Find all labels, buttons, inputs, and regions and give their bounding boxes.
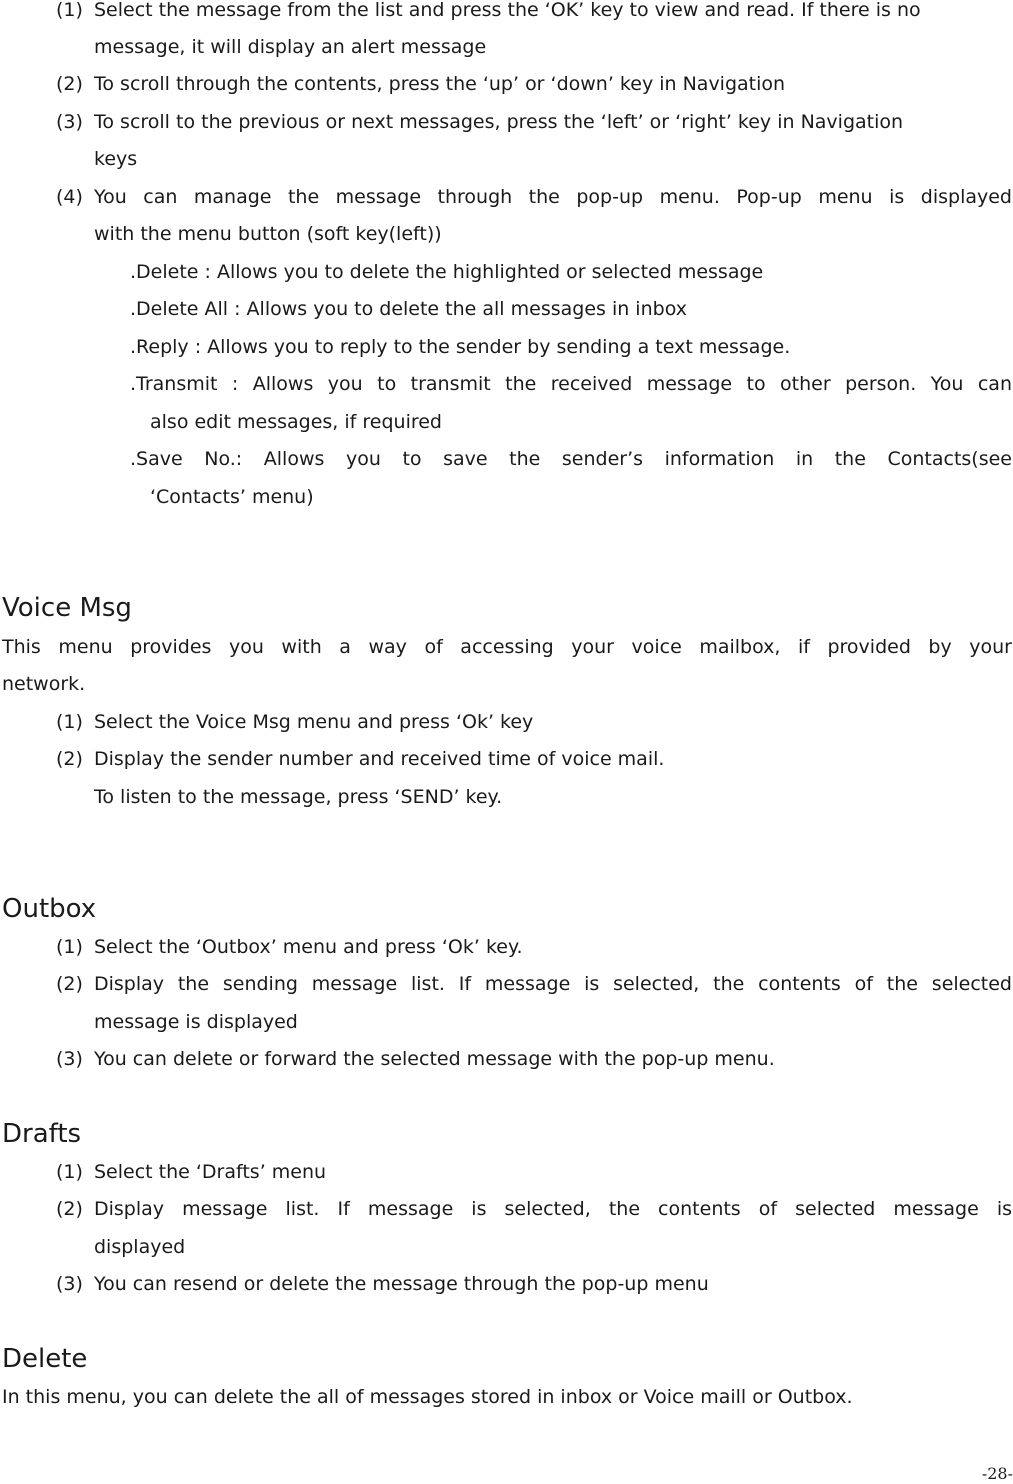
step-number: (1) bbox=[56, 936, 83, 958]
page-number: -28- bbox=[981, 1464, 1013, 1483]
step-number: (3) bbox=[56, 1273, 83, 1295]
section-text: In this menu, you can delete the all of messages stored in inbox or Voice maill or Outbox. bbox=[2, 1386, 853, 1408]
step-text: Select the ‘Outbox’ menu and press ‘Ok’ key. bbox=[94, 936, 523, 958]
step-text-continued: To listen to the message, press ‘SEND’ key. bbox=[94, 786, 503, 808]
step-number: (2) bbox=[56, 1198, 83, 1220]
section-intro-continued: network. bbox=[2, 673, 86, 695]
step-number: (1) bbox=[56, 1161, 83, 1183]
step-number: (3) bbox=[56, 1048, 83, 1070]
step-text-continued: with the menu button (soft key(left)) bbox=[94, 223, 442, 245]
section-heading: Voice Msg bbox=[2, 593, 132, 623]
section-heading: Outbox bbox=[2, 894, 97, 924]
popup-option-text: .Delete : Allows you to delete the highlighted or selected message bbox=[130, 261, 764, 283]
popup-option-text: .Reply : Allows you to reply to the sender by sending a text message. bbox=[130, 336, 791, 358]
section-heading: Delete bbox=[2, 1344, 88, 1374]
popup-option-text-continued: ‘Contacts’ menu) bbox=[150, 486, 314, 508]
popup-option-text: .Save No.: Allows you to save the sender’s information in the Contacts(see bbox=[130, 448, 1012, 470]
step-text-continued: message, it will display an alert message bbox=[94, 36, 487, 58]
step-number: (2) bbox=[56, 73, 83, 95]
step-text: Display message list. If message is selected, the contents of selected message is bbox=[94, 1198, 1012, 1220]
step-text: Select the ‘Drafts’ menu bbox=[94, 1161, 327, 1183]
step-text: You can delete or forward the selected message with the pop-up menu. bbox=[94, 1048, 775, 1070]
step-number: (4) bbox=[56, 186, 83, 208]
section-heading: Drafts bbox=[2, 1119, 82, 1149]
popup-option-text: .Transmit : Allows you to transmit the received message to other person. You can bbox=[130, 373, 1012, 395]
step-number: (1) bbox=[56, 0, 83, 21]
step-number: (1) bbox=[56, 711, 83, 733]
step-text: You can resend or delete the message through the pop-up menu bbox=[94, 1273, 709, 1295]
step-text-continued: message is displayed bbox=[94, 1011, 298, 1033]
step-text: Display the sender number and received time of voice mail. bbox=[94, 748, 665, 770]
step-text: To scroll through the contents, press the ‘up’ or ‘down’ key in Navigation bbox=[94, 73, 786, 95]
step-text-continued: keys bbox=[94, 148, 138, 170]
step-number: (2) bbox=[56, 973, 83, 995]
step-text-continued: displayed bbox=[94, 1236, 186, 1258]
step-text: Select the message from the list and press the ‘OK’ key to view and read. If there is no bbox=[94, 0, 921, 21]
popup-option-text-continued: also edit messages, if required bbox=[150, 411, 442, 433]
step-number: (3) bbox=[56, 111, 83, 133]
popup-option-text: .Delete All : Allows you to delete the all messages in inbox bbox=[130, 298, 687, 320]
step-text: To scroll to the previous or next messages, press the ‘left’ or ‘right’ key in Navigation bbox=[94, 111, 904, 133]
step-text: Select the Voice Msg menu and press ‘Ok’ key bbox=[94, 711, 534, 733]
step-text: Display the sending message list. If message is selected, the contents of the selected bbox=[94, 973, 1012, 995]
step-number: (2) bbox=[56, 748, 83, 770]
section-intro: This menu provides you with a way of accessing your voice mailbox, if provided by your bbox=[2, 636, 1012, 658]
step-text: You can manage the message through the pop-up menu. Pop-up menu is displayed bbox=[94, 186, 1012, 208]
